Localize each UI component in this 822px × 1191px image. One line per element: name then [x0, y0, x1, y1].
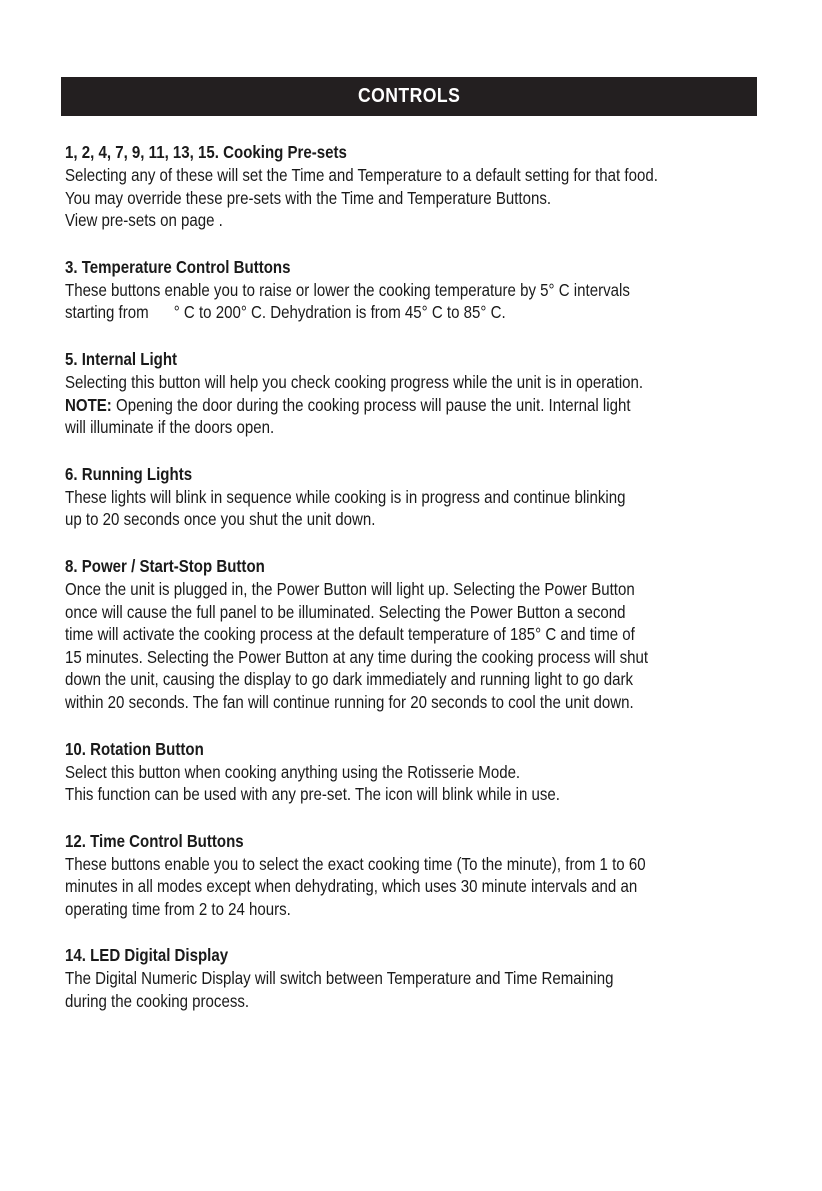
section-heading: 12. Time Control Buttons	[65, 830, 244, 851]
section-heading: 10. Rotation Button	[65, 738, 204, 759]
section-heading: 14. LED Digital Display	[65, 945, 229, 966]
body-line: operating time from 2 to 24 hours.	[65, 898, 291, 919]
section-heading: 8. Power / Start-Stop Button	[65, 555, 265, 576]
section-header-bar	[61, 77, 757, 116]
section-power-button	[65, 555, 765, 714]
body-line: 15 minutes. Selecting the Power Button at any time during the cooking process will shut	[65, 646, 649, 667]
body-line: minutes in all modes except when dehydrating, which uses 30 minute intervals and an	[65, 876, 638, 897]
section-rotation-button	[65, 738, 765, 806]
note-label: NOTE:	[65, 394, 112, 415]
body-line: once will cause the full panel to be illuminated. Selecting the Power Button a second	[65, 601, 626, 622]
controls-content	[65, 141, 765, 1037]
body-line: These buttons enable you to select the exact cooking time (To the minute), from 1 to 60	[65, 853, 646, 874]
body-line: up to 20 seconds once you shut the unit down.	[65, 509, 376, 530]
body-line: during the cooking process.	[65, 991, 250, 1012]
body-line: You may override these pre-sets with the Time and Temperature Buttons.	[65, 187, 552, 208]
section-running-lights	[65, 463, 765, 531]
body-line: time will activate the cooking process at the default temperature of 185° C and time of	[65, 624, 635, 645]
section-led-display	[65, 944, 765, 1012]
body-line: These buttons enable you to raise or lower the cooking temperature by 5° C intervals	[65, 279, 630, 300]
note-text: Opening the door during the cooking process will pause the unit. Internal light	[111, 394, 631, 415]
body-line: These lights will blink in sequence while cooking is in progress and continue blinking	[65, 486, 626, 507]
section-heading: 1, 2, 4, 7, 9, 11, 13, 15. Cooking Pre-sets	[65, 142, 347, 162]
section-temperature-controls	[65, 256, 765, 324]
body-line: will illuminate if the doors open.	[65, 417, 275, 438]
section-cooking-presets	[65, 141, 765, 232]
section-time-controls	[65, 830, 765, 921]
section-heading: 6. Running Lights	[65, 463, 193, 484]
body-line: Selecting this button will help you check cooking progress while the unit is in operation.	[65, 371, 644, 392]
section-internal-light	[65, 348, 765, 439]
section-heading: 5. Internal Light	[65, 348, 178, 369]
body-line: The Digital Numeric Display will switch between Temperature and Time Remaining	[65, 968, 614, 989]
section-heading: 3. Temperature Control Buttons	[65, 256, 291, 277]
body-line: Select this button when cooking anything using the Rotisserie Mode.	[65, 761, 521, 782]
page-title: CONTROLS	[357, 85, 461, 107]
body-line: This function can be used with any pre-set. The icon will blink while in use.	[65, 784, 560, 805]
body-line: down the unit, causing the display to go dark immediately and running light to go dark	[65, 669, 634, 690]
note-line	[65, 394, 667, 417]
body-line: View pre-sets on page .	[65, 210, 223, 231]
body-line: Once the unit is plugged in, the Power Button will light up. Selecting the Power Button	[65, 578, 635, 599]
body-line: Selecting any of these will set the Time and Temperature to a default setting for that food.	[65, 165, 658, 185]
body-line: within 20 seconds. The fan will continue running for 20 seconds to cool the unit down.	[65, 691, 634, 712]
body-line: starting from ° C to 200° C. Dehydration is from 45° C to 85° C.	[65, 302, 506, 323]
